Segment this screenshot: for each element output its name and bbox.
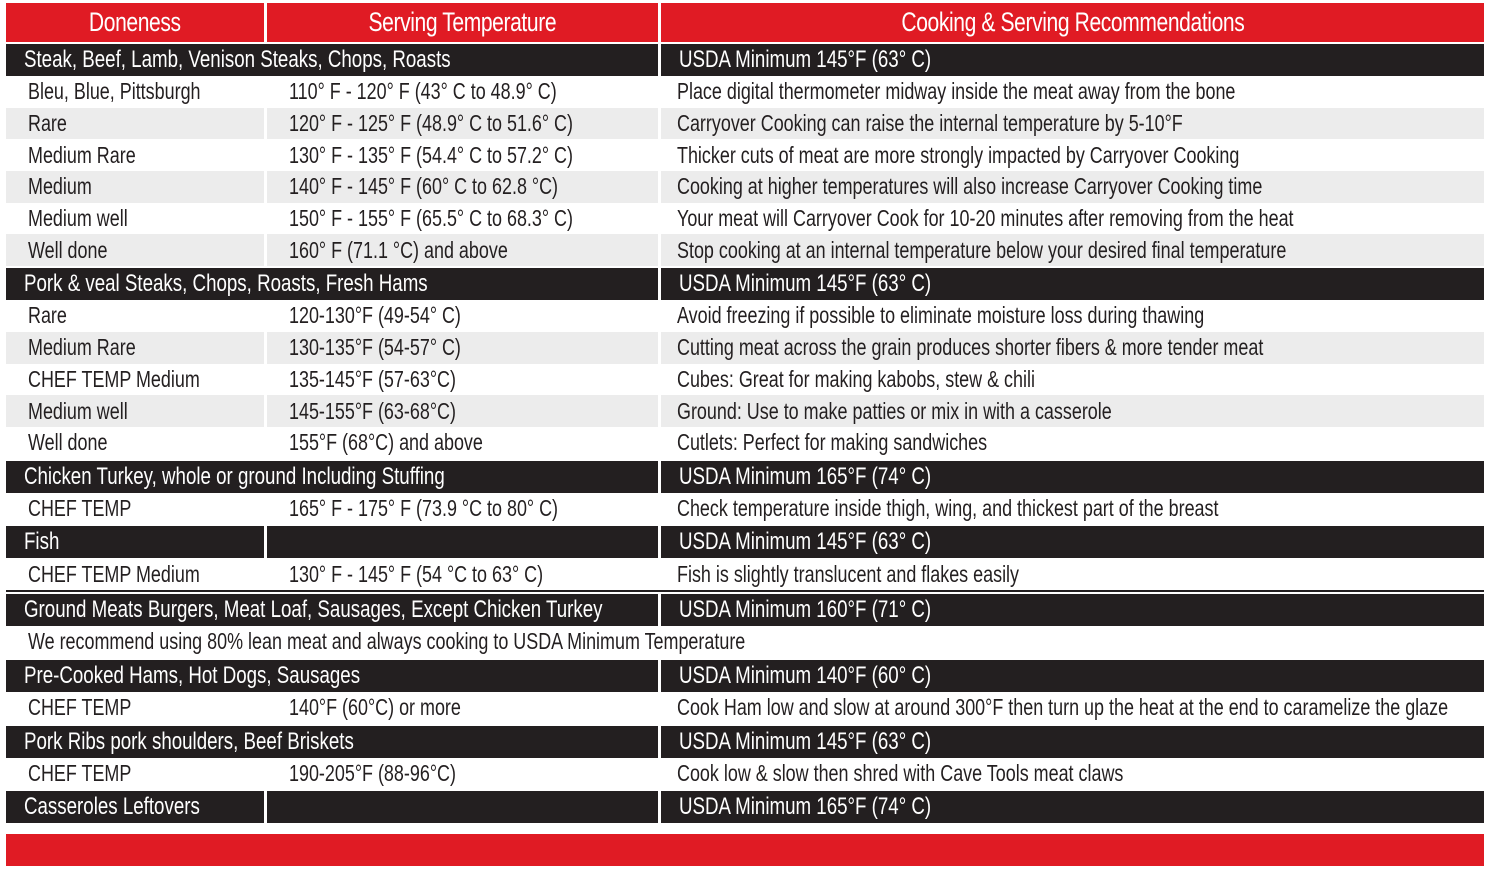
recommendation-cell: Check temperature inside thigh, wing, and thickest part of the breast [677, 494, 1219, 521]
recommendation-cell: Stop cooking at an internal temperature below your desired final temperature [661, 234, 1484, 266]
section-usda-minimum: USDA Minimum 165°F (74° C) [661, 791, 1484, 823]
temperature-cell: 165° F - 175° F (73.9 °C to 80° C) [289, 494, 559, 521]
doneness-cell: Rare [6, 108, 264, 140]
recommendation-cell: Cubes: Great for making kabobs, stew & chili [677, 365, 1035, 392]
section-usda-minimum: USDA Minimum 145°F (63° C) [661, 726, 1484, 758]
table-row [6, 364, 1484, 396]
recommendation-cell: Your meat will Carryover Cook for 10-20 minutes after removing from the heat [677, 205, 1294, 232]
recommendation-cell: Cooking at higher temperatures will also increase Carryover Cooking time [661, 171, 1484, 203]
section-title: Steak, Beef, Lamb, Venison Steaks, Chops, Roasts [6, 44, 658, 76]
section-title: Fish [6, 526, 264, 558]
section-empty-cell [267, 526, 658, 558]
section-usda-minimum: USDA Minimum 160°F (71° C) [661, 594, 1484, 626]
section-title: Pork Ribs pork shoulders, Beef Briskets [6, 726, 658, 758]
section-title: Pre-Cooked Hams, Hot Dogs, Sausages [6, 660, 658, 692]
doneness-cell: Bleu, Blue, Pittsburgh [28, 78, 201, 105]
header-doneness: Doneness [6, 3, 264, 42]
section-title: Chicken Turkey, whole or ground Including Stuffing [6, 461, 658, 493]
recommendation-cell: Avoid freezing if possible to eliminate moisture loss during thawing [677, 302, 1205, 329]
section-usda-minimum: USDA Minimum 165°F (74° C) [661, 461, 1484, 493]
table-row [6, 76, 1484, 108]
section-title: Ground Meats Burgers, Meat Loaf, Sausages, Except Chicken Turkey [6, 594, 658, 626]
temperature-cell: 190-205°F (88-96°C) [289, 759, 456, 786]
section-empty-cell [267, 791, 658, 823]
doneness-cell: Medium [6, 171, 264, 203]
table-row [6, 203, 1484, 235]
recommendation-cell: Place digital thermometer midway inside the meat away from the bone [677, 78, 1236, 105]
section-usda-minimum: USDA Minimum 140°F (60° C) [661, 660, 1484, 692]
table-row [6, 758, 1484, 790]
doneness-cell: CHEF TEMP [28, 759, 132, 786]
doneness-cell: Medium Rare [6, 332, 264, 364]
section-title: Pork & veal Steaks, Chops, Roasts, Fresh Hams [6, 268, 658, 300]
recommendation-cell: Cutting meat across the grain produces shorter fibers & more tender meat [661, 332, 1484, 364]
doneness-cell: CHEF TEMP Medium [28, 365, 200, 392]
temperature-cell: 130-135°F (54-57° C) [267, 332, 658, 364]
doneness-cell: CHEF TEMP [28, 494, 132, 521]
table-row [6, 171, 1484, 203]
table-row [6, 234, 1484, 266]
section-header-steak [6, 44, 1484, 76]
temperature-cell: 135-145°F (57-63°C) [289, 365, 456, 392]
footer-red-bar [6, 834, 1484, 866]
table-row [6, 493, 1484, 525]
table-row [6, 332, 1484, 364]
recommendation-cell: Thicker cuts of meat are more strongly impacted by Carryover Cooking [677, 141, 1240, 168]
table-row [6, 108, 1484, 140]
table-row [6, 692, 1484, 724]
temperature-cell: 110° F - 120° F (43° C to 48.9° C) [289, 78, 557, 105]
temperature-cell: 155°F (68°C) and above [289, 429, 483, 456]
temperature-cell: 130° F - 145° F (54 °C to 63° C) [289, 560, 544, 587]
table-row [6, 139, 1484, 171]
temperature-cell: 145-155°F (63-68°C) [267, 395, 658, 427]
temperature-cell: 120-130°F (49-54° C) [289, 302, 461, 329]
header-recommendations: Cooking & Serving Recommendations [661, 3, 1484, 42]
table-row [6, 300, 1484, 332]
table-row [6, 395, 1484, 427]
section-header-casseroles [6, 791, 1484, 823]
temperature-cell: 150° F - 155° F (65.5° C to 68.3° C) [289, 205, 573, 232]
doneness-cell: Well done [6, 234, 264, 266]
note-row [6, 626, 1484, 658]
table-row [6, 427, 1484, 459]
doneness-cell: CHEF TEMP Medium [28, 560, 200, 587]
doneness-cell: Well done [28, 429, 108, 456]
temperature-cell: 120° F - 125° F (48.9° C to 51.6° C) [267, 108, 658, 140]
recommendation-cell: Ground: Use to make patties or mix in with a casserole [661, 395, 1484, 427]
temperature-cell: 140° F - 145° F (60° C to 62.8 °C) [267, 171, 658, 203]
doneness-cell: Medium well [28, 205, 128, 232]
section-usda-minimum: USDA Minimum 145°F (63° C) [661, 44, 1484, 76]
section-usda-minimum: USDA Minimum 145°F (63° C) [661, 526, 1484, 558]
temperature-cell: 160° F (71.1 °C) and above [267, 234, 658, 266]
recommendation-cell: Fish is slightly translucent and flakes easily [677, 560, 1020, 587]
section-header-pork-veal [6, 268, 1484, 300]
doneness-cell: Medium Rare [28, 141, 136, 168]
header-serving-temperature: Serving Temperature [267, 3, 658, 42]
section-usda-minimum: USDA Minimum 145°F (63° C) [661, 268, 1484, 300]
temperature-cell: 140°F (60°C) or more [289, 694, 461, 721]
section-header-pork-ribs [6, 726, 1484, 758]
temperature-cell: 130° F - 135° F (54.4° C to 57.2° C) [289, 141, 573, 168]
recommendation-cell: Cook Ham low and slow at around 300°F then turn up the heat at the end to caramelize the glaze [677, 694, 1449, 721]
section-header-fish [6, 526, 1484, 558]
section-header-ground-meats [6, 594, 1484, 626]
table-header-row [6, 3, 1484, 42]
doneness-cell: CHEF TEMP [28, 694, 132, 721]
section-header-chicken-turkey [6, 461, 1484, 493]
recommendation-cell: Cutlets: Perfect for making sandwiches [677, 429, 988, 456]
table-row [6, 558, 1484, 592]
recommendation-cell: Cook low & slow then shred with Cave Tools meat claws [677, 759, 1124, 786]
ground-meat-note: We recommend using 80% lean meat and always cooking to USDA Minimum Temperature [28, 628, 746, 655]
recommendation-cell: Carryover Cooking can raise the internal temperature by 5-10°F [661, 108, 1484, 140]
section-title: Casseroles Leftovers [6, 791, 264, 823]
doneness-cell: Medium well [6, 395, 264, 427]
section-header-pre-cooked [6, 660, 1484, 692]
temperature-chart-table [6, 3, 1484, 823]
doneness-cell: Rare [28, 302, 67, 329]
